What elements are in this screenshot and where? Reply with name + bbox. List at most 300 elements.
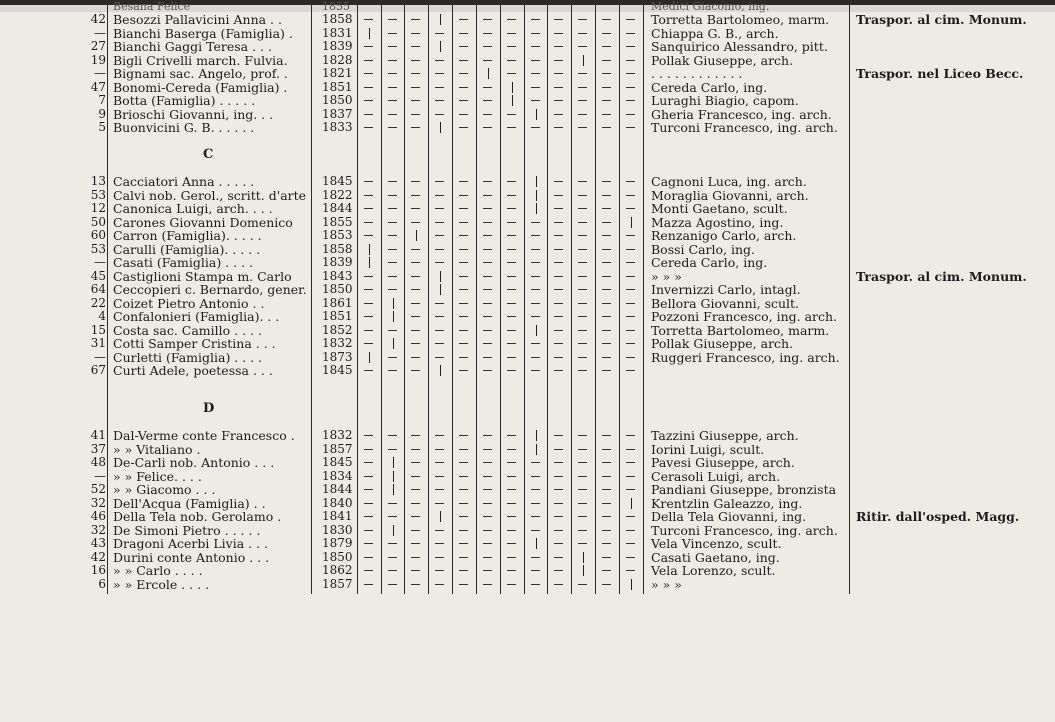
empty-dash xyxy=(554,33,563,34)
empty-dash xyxy=(459,222,468,223)
empty-dash xyxy=(602,530,611,531)
empty-dash xyxy=(364,195,373,196)
empty-dash xyxy=(364,343,373,344)
empty-dash xyxy=(483,530,492,531)
row-number: — xyxy=(94,25,106,40)
section-letter: D xyxy=(203,401,215,416)
empty-dash xyxy=(578,100,587,101)
empty-dash xyxy=(483,235,492,236)
empty-dash xyxy=(554,503,563,504)
row-number: 53 xyxy=(90,241,106,256)
empty-dash xyxy=(459,503,468,504)
deceased-name: Coizet Pietro Antonio . . xyxy=(113,295,265,311)
empty-dash xyxy=(459,87,468,88)
empty-dash xyxy=(507,530,516,531)
empty-dash xyxy=(578,503,587,504)
empty-dash xyxy=(531,557,540,558)
deceased-name: » » Ercole . . . . xyxy=(113,576,210,592)
burial-year: 1834 xyxy=(322,468,353,483)
empty-dash xyxy=(507,249,516,250)
empty-dash xyxy=(411,195,420,196)
row-number: 6 xyxy=(98,576,106,591)
tick-mark xyxy=(393,525,394,536)
deceased-name: Bigli Crivelli march. Fulvia. xyxy=(113,52,288,68)
empty-dash xyxy=(507,114,516,115)
burial-year: 1852 xyxy=(322,322,353,337)
column-rule xyxy=(381,4,382,594)
burial-year: 1832 xyxy=(322,336,353,350)
empty-dash xyxy=(459,195,468,196)
empty-dash xyxy=(435,33,444,34)
empty-dash xyxy=(388,516,397,517)
empty-dash xyxy=(554,100,563,101)
empty-dash xyxy=(435,73,444,74)
empty-dash xyxy=(626,543,635,544)
empty-dash xyxy=(411,449,420,450)
empty-dash xyxy=(578,127,587,128)
empty-dash xyxy=(435,435,444,436)
empty-dash xyxy=(578,330,587,331)
architect-name: Ruggeri Francesco, ing. arch. xyxy=(651,349,840,365)
empty-dash xyxy=(626,249,635,250)
empty-dash xyxy=(554,584,563,585)
deceased-name: Curletti (Famiglia) . . . . xyxy=(113,349,263,365)
empty-dash xyxy=(435,303,444,304)
empty-dash xyxy=(554,127,563,128)
empty-dash xyxy=(578,181,587,182)
column-rule xyxy=(571,4,572,594)
empty-dash xyxy=(626,208,635,209)
empty-dash xyxy=(602,357,611,358)
empty-dash xyxy=(531,357,540,358)
empty-dash xyxy=(411,276,420,277)
row-number: 31 xyxy=(90,336,106,350)
burial-year: 1855 xyxy=(322,214,353,229)
empty-dash xyxy=(388,557,397,558)
empty-dash xyxy=(411,60,420,61)
empty-dash xyxy=(435,249,444,250)
empty-dash xyxy=(411,462,420,463)
empty-dash xyxy=(626,100,635,101)
empty-dash xyxy=(459,316,468,317)
empty-dash xyxy=(578,584,587,585)
empty-dash xyxy=(483,435,492,436)
burial-year: 1873 xyxy=(322,349,353,364)
empty-dash xyxy=(602,370,611,371)
empty-dash xyxy=(578,19,587,20)
architect-name: Bossi Carlo, ing. xyxy=(651,241,755,257)
tick-mark xyxy=(416,230,417,241)
empty-dash xyxy=(507,127,516,128)
empty-dash xyxy=(483,276,492,277)
empty-dash xyxy=(388,73,397,74)
empty-dash xyxy=(483,570,492,571)
empty-dash xyxy=(602,195,611,196)
deceased-name: » » Vitaliano . xyxy=(113,441,201,457)
empty-dash xyxy=(459,100,468,101)
deceased-name: Canonica Luigi, arch. . . . xyxy=(113,201,273,216)
architect-name: Casati Gaetano, ing. xyxy=(651,549,780,565)
deceased-name: Dragoni Acerbi Livia . . . xyxy=(113,536,269,551)
burial-year: 1831 xyxy=(322,25,353,40)
empty-dash xyxy=(554,19,563,20)
row-number: 16 xyxy=(90,563,106,577)
empty-dash xyxy=(411,208,420,209)
empty-dash xyxy=(388,127,397,128)
empty-dash xyxy=(388,370,397,371)
empty-dash xyxy=(578,462,587,463)
empty-dash xyxy=(578,46,587,47)
empty-dash xyxy=(388,249,397,250)
empty-dash xyxy=(578,87,587,88)
empty-dash xyxy=(602,316,611,317)
tick-mark xyxy=(631,498,632,509)
empty-dash xyxy=(626,19,635,20)
architect-name: Cerasoli Luigi, arch. xyxy=(651,468,781,484)
empty-dash xyxy=(388,181,397,182)
row-note: Ritir. dall'osped. Magg. xyxy=(856,509,1020,524)
empty-dash xyxy=(411,435,420,436)
empty-dash xyxy=(531,276,540,277)
empty-dash xyxy=(602,303,611,304)
empty-dash xyxy=(554,235,563,236)
empty-dash xyxy=(435,489,444,490)
empty-dash xyxy=(483,343,492,344)
empty-dash xyxy=(626,73,635,74)
empty-dash xyxy=(459,33,468,34)
empty-dash xyxy=(435,195,444,196)
empty-dash xyxy=(554,87,563,88)
empty-dash xyxy=(602,60,611,61)
empty-dash xyxy=(554,570,563,571)
tick-mark xyxy=(512,82,513,93)
empty-dash xyxy=(602,543,611,544)
empty-dash xyxy=(435,100,444,101)
row-number: 43 xyxy=(90,536,106,550)
burial-year: 1853 xyxy=(322,228,353,242)
empty-dash xyxy=(531,316,540,317)
empty-dash xyxy=(626,489,635,490)
burial-year: 1837 xyxy=(322,106,353,121)
empty-dash xyxy=(364,435,373,436)
empty-dash xyxy=(411,370,420,371)
empty-dash xyxy=(531,476,540,477)
empty-dash xyxy=(483,222,492,223)
empty-dash xyxy=(411,46,420,47)
tick-mark xyxy=(512,95,513,106)
burial-year: 1851 xyxy=(322,79,353,94)
empty-dash xyxy=(459,570,468,571)
empty-dash xyxy=(507,357,516,358)
empty-dash xyxy=(626,570,635,571)
empty-dash xyxy=(364,289,373,290)
empty-dash xyxy=(578,530,587,531)
empty-dash xyxy=(459,330,468,331)
empty-dash xyxy=(554,195,563,196)
empty-dash xyxy=(483,100,492,101)
deceased-name: Casati (Famiglia) . . . . xyxy=(113,255,253,270)
row-number: — xyxy=(94,349,106,364)
empty-dash xyxy=(602,73,611,74)
empty-dash xyxy=(507,462,516,463)
empty-dash xyxy=(626,530,635,531)
empty-dash xyxy=(483,489,492,490)
empty-dash xyxy=(602,181,611,182)
architect-name: Bellora Giovanni, scult. xyxy=(651,295,800,311)
empty-dash xyxy=(531,19,540,20)
burial-year: 1845 xyxy=(322,363,353,377)
burial-year: 1879 xyxy=(322,536,353,550)
empty-dash xyxy=(578,435,587,436)
empty-dash xyxy=(411,222,420,223)
tick-mark xyxy=(369,352,370,363)
empty-dash xyxy=(388,235,397,236)
empty-dash xyxy=(483,127,492,128)
empty-dash xyxy=(411,357,420,358)
empty-dash xyxy=(554,276,563,277)
empty-dash xyxy=(602,503,611,504)
empty-dash xyxy=(554,60,563,61)
row-number: 4 xyxy=(98,309,106,323)
tick-mark xyxy=(536,203,537,214)
column-rule xyxy=(404,4,405,594)
empty-dash xyxy=(411,543,420,544)
empty-dash xyxy=(626,33,635,34)
empty-dash xyxy=(459,357,468,358)
architect-name: Turconi Francesco, ing. arch. xyxy=(651,120,838,135)
deceased-name: Dell'Acqua (Famiglia) . . xyxy=(113,495,266,511)
empty-dash xyxy=(554,343,563,344)
deceased-name: » » Carlo . . . . xyxy=(113,563,203,578)
deceased-name: Calvi nob. Gerol., scritt. d'arte xyxy=(113,187,307,203)
empty-dash xyxy=(554,208,563,209)
tick-mark xyxy=(393,471,394,482)
row-number: 32 xyxy=(90,495,106,510)
empty-dash xyxy=(459,303,468,304)
column-rule xyxy=(428,4,429,594)
empty-dash xyxy=(364,208,373,209)
empty-dash xyxy=(626,516,635,517)
empty-dash xyxy=(364,60,373,61)
burial-year: 1840 xyxy=(322,495,353,510)
empty-dash xyxy=(578,114,587,115)
empty-dash xyxy=(507,276,516,277)
empty-dash xyxy=(388,357,397,358)
burial-year: 1839 xyxy=(322,39,353,53)
empty-dash xyxy=(626,235,635,236)
deceased-name: De Simoni Pietro . . . . . xyxy=(113,522,261,538)
empty-dash xyxy=(602,570,611,571)
empty-dash xyxy=(578,316,587,317)
empty-dash xyxy=(531,530,540,531)
tick-mark xyxy=(631,217,632,228)
empty-dash xyxy=(578,370,587,371)
row-number: 7 xyxy=(98,93,106,107)
architect-name: Pandiani Giuseppe, bronzista xyxy=(651,482,837,497)
empty-dash xyxy=(554,530,563,531)
row-number: 42 xyxy=(90,549,106,564)
empty-dash xyxy=(507,303,516,304)
empty-dash xyxy=(435,181,444,182)
empty-dash xyxy=(459,208,468,209)
empty-dash xyxy=(507,557,516,558)
empty-dash xyxy=(507,208,516,209)
empty-dash xyxy=(483,249,492,250)
empty-dash xyxy=(364,530,373,531)
empty-dash xyxy=(554,262,563,263)
empty-dash xyxy=(531,249,540,250)
deceased-name: Carulli (Famiglia). . . . . xyxy=(113,241,261,257)
column-rule xyxy=(311,4,312,594)
empty-dash xyxy=(507,195,516,196)
architect-name: Pollak Giuseppe, arch. xyxy=(651,336,794,351)
column-rule xyxy=(476,4,477,594)
architect-name: Tazzini Giuseppe, arch. xyxy=(651,428,799,443)
deceased-name: Buonvicini G. B. . . . . . xyxy=(113,120,255,135)
column-rule xyxy=(107,4,108,594)
tick-mark xyxy=(536,444,537,455)
empty-dash xyxy=(602,476,611,477)
empty-dash xyxy=(388,208,397,209)
empty-dash xyxy=(507,33,516,34)
empty-dash xyxy=(459,262,468,263)
tick-mark xyxy=(536,190,537,201)
empty-dash xyxy=(364,557,373,558)
empty-dash xyxy=(578,33,587,34)
partial-year: 1855 xyxy=(322,0,350,13)
architect-name: Vela Lorenzo, scult. xyxy=(651,563,776,578)
architect-name: Pollak Giuseppe, arch. xyxy=(651,52,794,68)
empty-dash xyxy=(578,303,587,304)
empty-dash xyxy=(483,543,492,544)
burial-year: 1841 xyxy=(322,509,353,523)
burial-year: 1821 xyxy=(322,66,353,80)
empty-dash xyxy=(507,60,516,61)
architect-name: Pozzoni Francesco, ing. arch. xyxy=(651,309,838,324)
empty-dash xyxy=(459,435,468,436)
empty-dash xyxy=(531,289,540,290)
empty-dash xyxy=(578,449,587,450)
empty-dash xyxy=(483,19,492,20)
deceased-name: Costa sac. Camillo . . . . xyxy=(113,322,262,338)
row-number: 45 xyxy=(90,268,106,283)
empty-dash xyxy=(388,262,397,263)
empty-dash xyxy=(602,557,611,558)
burial-year: 1845 xyxy=(322,455,353,469)
empty-dash xyxy=(388,222,397,223)
row-number: 48 xyxy=(90,455,106,469)
empty-dash xyxy=(554,114,563,115)
empty-dash xyxy=(531,100,540,101)
empty-dash xyxy=(602,100,611,101)
tick-mark xyxy=(536,109,537,120)
burial-year: 1833 xyxy=(322,120,353,134)
row-number: 5 xyxy=(98,120,106,134)
empty-dash xyxy=(531,343,540,344)
empty-dash xyxy=(626,87,635,88)
empty-dash xyxy=(411,503,420,504)
empty-dash xyxy=(531,235,540,236)
empty-dash xyxy=(531,570,540,571)
empty-dash xyxy=(507,584,516,585)
empty-dash xyxy=(626,46,635,47)
empty-dash xyxy=(507,181,516,182)
empty-dash xyxy=(364,46,373,47)
architect-name: Krentzlin Galeazzo, ing. xyxy=(651,495,803,511)
partial-name: Besana Felice xyxy=(113,0,191,13)
empty-dash xyxy=(364,449,373,450)
empty-dash xyxy=(459,235,468,236)
row-number: 19 xyxy=(90,52,106,67)
empty-dash xyxy=(388,33,397,34)
empty-dash xyxy=(554,303,563,304)
empty-dash xyxy=(626,370,635,371)
empty-dash xyxy=(602,222,611,223)
empty-dash xyxy=(364,370,373,371)
tick-mark xyxy=(369,257,370,268)
empty-dash xyxy=(507,222,516,223)
empty-dash xyxy=(578,195,587,196)
empty-dash xyxy=(435,208,444,209)
empty-dash xyxy=(435,60,444,61)
row-number: 53 xyxy=(90,187,106,202)
column-rule xyxy=(595,4,596,594)
column-rule xyxy=(643,4,644,594)
tick-mark xyxy=(440,41,441,52)
empty-dash xyxy=(554,316,563,317)
empty-dash xyxy=(364,516,373,517)
architect-name: Torretta Bartolomeo, marm. xyxy=(651,12,830,27)
architect-name: Mazza Agostino, ing. xyxy=(651,214,784,230)
empty-dash xyxy=(411,557,420,558)
burial-year: 1857 xyxy=(322,441,353,456)
empty-dash xyxy=(483,503,492,504)
empty-dash xyxy=(626,276,635,277)
tick-mark xyxy=(583,565,584,576)
section-letter: C xyxy=(203,147,214,162)
empty-dash xyxy=(507,449,516,450)
empty-dash xyxy=(435,570,444,571)
row-note: Traspor. al cim. Monum. xyxy=(856,12,1027,27)
empty-dash xyxy=(411,289,420,290)
empty-dash xyxy=(554,370,563,371)
empty-dash xyxy=(388,543,397,544)
empty-dash xyxy=(507,489,516,490)
empty-dash xyxy=(411,584,420,585)
empty-dash xyxy=(602,46,611,47)
empty-dash xyxy=(459,476,468,477)
column-rule xyxy=(619,4,620,594)
tick-mark xyxy=(393,298,394,309)
architect-name: Monti Gaetano, scult. xyxy=(651,201,788,216)
row-number: 60 xyxy=(90,228,106,242)
empty-dash xyxy=(507,516,516,517)
architect-name: » » » xyxy=(651,268,682,284)
column-rule xyxy=(357,4,358,594)
architect-name: Gheria Francesco, ing. arch. xyxy=(651,106,832,122)
burial-year: 1844 xyxy=(322,482,353,496)
tick-mark xyxy=(393,484,394,495)
empty-dash xyxy=(578,222,587,223)
empty-dash xyxy=(507,503,516,504)
empty-dash xyxy=(459,127,468,128)
tick-mark xyxy=(440,271,441,282)
deceased-name: Confalonieri (Famiglia). . . xyxy=(113,309,280,324)
empty-dash xyxy=(388,46,397,47)
row-number: 22 xyxy=(90,295,106,310)
empty-dash xyxy=(507,370,516,371)
empty-dash xyxy=(531,73,540,74)
